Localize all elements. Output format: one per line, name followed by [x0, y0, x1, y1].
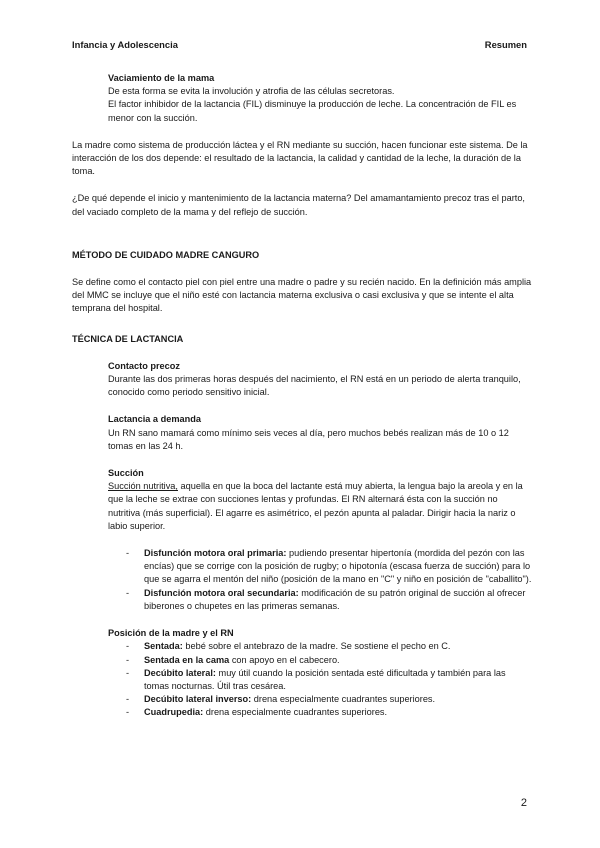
posicion-term: Decúbito lateral:	[144, 667, 216, 678]
disfuncion-term: Disfunción motora oral primaria:	[144, 548, 287, 559]
demanda-section	[72, 413, 532, 453]
disfuncion-text: pudiendo presentar hipertonía (mordida del pezón con las encías) que se corrige con la posición de rugby; o hipotonía (escasa fuerza de succión) para lo que se agarra el mentón del niño (posición de la mano en "C" y niño en posición de "caballito").	[144, 548, 532, 585]
contacto-text: Durante las dos primeras horas después del nacimiento, el RN está en un periodo de alerta tranquilo, conocido como periodo sensitivo inicial.	[108, 374, 521, 398]
posiciones-list	[108, 640, 532, 719]
posicion-term: Sentada en la cama	[144, 654, 230, 665]
contacto-section	[72, 360, 532, 400]
vaciamiento-section	[72, 72, 532, 125]
page-number: 2	[520, 797, 527, 809]
posicion-text: muy útil cuando la posición sentada esté dificultada y también para las tomas nocturnas. Útil tras cesárea.	[144, 667, 506, 691]
list-item	[108, 693, 532, 706]
paragraph-madre: La madre como sistema de producción láctea y el RN mediante su succión, hacen funcionar este sistema. De la interacción de los dos depende: el resultado de la lactancia, la calidad y cantidad de la leche, la duración de la toma.	[72, 139, 528, 177]
succion-text	[108, 480, 532, 533]
posicion-section	[72, 627, 532, 719]
list-item	[108, 640, 532, 653]
paragraph-depende: ¿De qué depende el inicio y mantenimiento de la lactancia materna? Del amamantamiento precoz tras el parto, del vaciado completo de la mama y del reflejo de succión.	[72, 193, 525, 217]
list-item	[108, 667, 532, 693]
vaciamiento-title: Vaciamiento de la mama	[108, 73, 215, 83]
succion-section	[72, 467, 532, 533]
disfunciones-section	[72, 547, 532, 613]
demanda-title: Lactancia a demanda	[108, 414, 201, 425]
disfuncion-term: Disfunción motora oral secundaria:	[144, 587, 299, 598]
disfunciones-list	[108, 547, 532, 613]
posicion-text: con apoyo en el cabecero.	[229, 654, 340, 665]
vaciamiento-line2: El factor inhibidor de la lactancia (FIL) disminuye la producción de leche. La concentración de FIL es menor con la succión.	[108, 99, 517, 123]
posicion-text: drena especialmente cuadrantes superiores.	[251, 694, 436, 705]
header-section: Resumen	[484, 39, 527, 50]
succion-title: Succión	[108, 468, 144, 479]
posicion-term: Decúbito lateral inverso:	[144, 694, 252, 705]
list-item	[108, 547, 532, 587]
posicion-text: bebé sobre el antebrazo de la madre. Se sostiene el pecho en C.	[182, 641, 451, 652]
heading-canguro: MÉTODO DE CUIDADO MADRE CANGURO	[72, 249, 260, 260]
vaciamiento-line1: De esta forma se evita la involución y atrofia de las células secretoras.	[108, 86, 395, 97]
posicion-term: Cuadrupedia:	[144, 707, 204, 718]
contacto-title: Contacto precoz	[108, 360, 180, 371]
paragraph-canguro: Se define como el contacto piel con piel entre una madre o padre y su recién nacido. En la definición más amplia del MMC se incluye que el niño esté con lactancia materna exclusiva o casi exclusiva y que se intente el alta temprana del hospital.	[72, 277, 532, 314]
demanda-text: Un RN sano mamará como mínimo seis veces al día, pero muchos bebés realizan más de 10 o 12 tomas en las 24 h.	[108, 427, 509, 451]
succion-nutritiva-term: Succión nutritiva,	[108, 481, 178, 492]
disfuncion-text: modificación de su patrón original de succión al ofrecer biberones o chupetes en las primeras semanas.	[144, 587, 526, 611]
list-item	[108, 654, 532, 667]
succion-description: aquella en que la boca del lactante está muy abierta, la lengua bajo la areola y en la que la leche se extrae con succiones lentas y profundas. El RN alternará ésta con la succión no nutritiva (más superficial). El agarre es asimétrico, el pezón apunta al paladar. Dirigir hacia la nariz o labio superior.	[108, 481, 523, 531]
list-item	[108, 587, 532, 613]
header-title: Infancia y Adolescencia	[72, 39, 178, 50]
posicion-title: Posición de la madre y el RN	[108, 628, 234, 639]
posicion-text: drena especialmente cuadrantes superiores.	[203, 707, 388, 718]
page-content	[72, 72, 532, 720]
posicion-term: Sentada:	[144, 641, 183, 652]
heading-tecnica: TÉCNICA DE LACTANCIA	[72, 333, 184, 344]
list-item	[108, 706, 532, 719]
